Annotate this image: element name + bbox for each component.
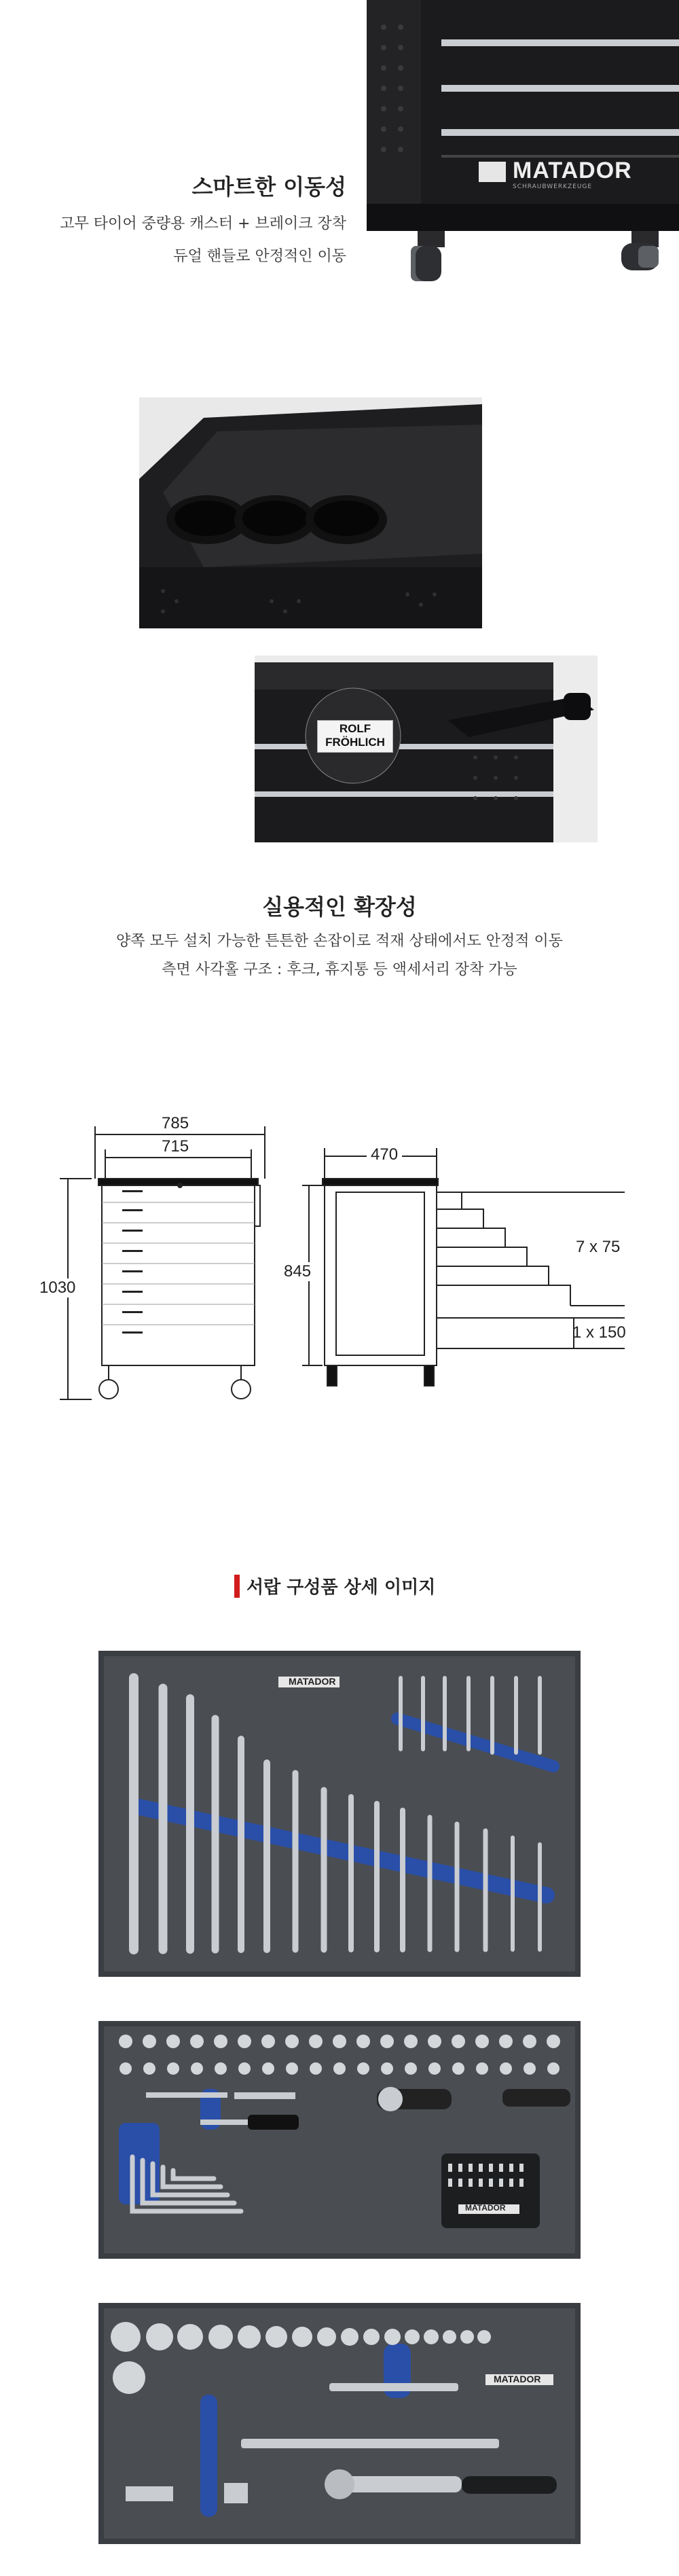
drawers-title: 서랍 구성품 상세 이미지: [246, 1577, 436, 1598]
brand-badge: ROLF FRÖHLICH: [317, 720, 393, 753]
tray-sockets-hexkeys: [98, 2021, 581, 2259]
tray-brand-logo: MATADOR: [465, 2203, 506, 2213]
tray-sockets-ratchet: [98, 2303, 581, 2544]
dim-drawer-small: 7 x 75: [576, 1238, 621, 1256]
tool-cabinet-wheels-photo: [0, 0, 679, 285]
tray-wrenches: [98, 1651, 581, 1977]
handle-photo: [0, 656, 679, 842]
mobility-section: [0, 0, 679, 285]
dim-height-body: 845: [284, 1262, 312, 1281]
expand-title: 실용적인 확장성: [262, 894, 417, 920]
tray-brand-logo: MATADOR: [494, 2374, 541, 2384]
mobility-line-2: 듀얼 핸들로 안정적인 이동: [173, 248, 346, 265]
dim-width-outer: 785: [162, 1114, 189, 1132]
cup-holder-photo: [0, 397, 679, 628]
expand-line-2: 측면 사각홀 구조 : 후크, 휴지통 등 액세서리 장착 가능: [162, 961, 517, 978]
mobility-title: 스마트한 이동성: [191, 174, 346, 200]
dim-height-total: 1030: [39, 1278, 76, 1297]
dim-depth: 470: [367, 1145, 402, 1164]
brand-logo: MATADOR SCHRAUBWERKZEUGE: [479, 158, 669, 190]
dimension-drawing: [0, 1114, 679, 1413]
tray-brand-logo: MATADOR: [289, 1676, 336, 1687]
dim-width-inner: 715: [162, 1137, 189, 1156]
drawers-title-bar: [234, 1575, 240, 1598]
expand-line-1: 양쪽 모두 설치 가능한 튼튼한 손잡이로 적재 상태에서도 안정적 이동: [116, 933, 563, 950]
dim-drawer-large: 1 x 150: [572, 1323, 626, 1342]
mobility-line-1: 고무 타이어 중량용 캐스터 + 브레이크 장착: [60, 215, 346, 232]
